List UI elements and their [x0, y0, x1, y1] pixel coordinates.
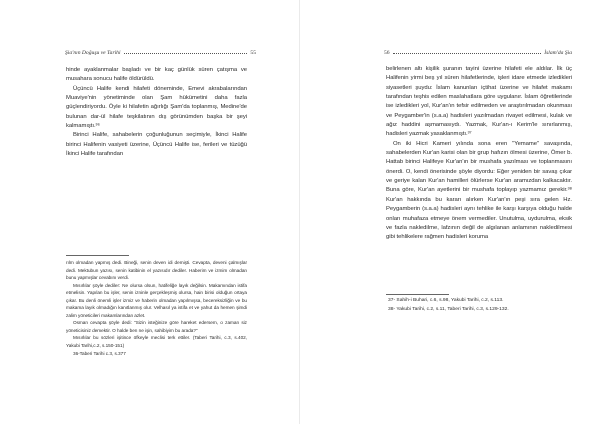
- left-paragraph-2: Üçüncü Halife kendi hilafeti döneminde, Emevi akrabalarından Muaviye'nin yönetiminde olan Şam hükümetini daha fazla güçlendiriyordu. Öyle ki hilafetin ağırlığı Şam'da toplanmış, Medine'de bulunan dar-ül hilafe teşkilatının dış görünümden başka bir şeyi kalmamıştı.³⁶: [66, 85, 247, 130]
- right-paragraph-2: On iki Hicri Kameri yılında sona eren "Yemame" savaşında, sahabelerden Kur'an karisi olan bir grup hafızın ölmesi üzerine, Ömer b. Hattab birinci Halifeye Kur'an'ın bir mushafa yazılması ve toplanmasını önerdi. O, kendi önerisinde şöyle diyordu: Eğer yeniden bir savaş çıkar ve geriye kalan Kur'an hamilleri ölürlerse Kur'an aramızdan kalkacaktır. Buna göre, Kur'an ayetlerini bir mushafa toplayıp yazmamız gerekir.³⁸ Kur'an hakkında bu kararı alırken Kur'an'ın peşi sıra gelen Hz. Peygamberin (s.a.a) hadisleri aynı tehlike ile karşı karşıya olduğu halde onları muhafaza etmeye önem vermediler. Unutulma, uydurulma, eksik ve fazla naklediIme, lafzının değil de algılanan anlamının naklediImesi gibi tehlikelere rağmen hadisleri koruma: [386, 140, 572, 241]
- right-page-number: 56: [384, 50, 390, 56]
- right-footnote-separator: [386, 294, 449, 295]
- left-page-header: [65, 44, 256, 56]
- right-paragraph-1: belirlenen altı kişilik şuranın tayini üzerine hilafeti ele aldılar. İlk üç Halifenin yirmi beş yıl süren hilafetlerinde, işleri idare etmede izledikleri siyasetleri şuydu: İslam kanunları içtihat üzerine ve hilafet makamı tarafından teşhis edilen maslahatlara göre uygulanır. İslam öğretilerinde ise izledikleri yol, Kur'an'ın tefsir edilmeden ve araştırılmadan okunması ve Peygamber'in (s.a.a) hadisleri yazılmadan rivayet edilmesi, kulak ve ağız haddini aşmamasıydı. Yazmak, Kur'an-ı Kerim'le sınırlanmış, hadisleri yazmak yasaklanmıştı.³⁷: [386, 66, 572, 138]
- left-paragraph-3: Birinci Halife, sahabelerin çoğunluğunun seçimiyle, İkinci Halife birinci Halifenin vasiyeti üzerine, Üçüncü Halife ise, ferileri ve tüzüğü İkinci Halife tarafından: [66, 132, 247, 158]
- right-header-dotted-leader: [393, 53, 542, 54]
- left-footnote-separator: [66, 255, 129, 256]
- left-footnote-2: Mısırlılar şöyle dediler: Ne olursa olsun, hatifeliğe layık değilsin. Makamından istifa etmelisin. Yapılan bu işler, senin izninle gerçekleşmiş olursa, hain birisi olduğun ortaya çıkar. Bu denli önemli işler izmiz ve haberin olmadan yapılmışsa, becereksizliğin ve bu makama layık olmadığın kanıtlanmış olur. Velhasıl ya istifa et ve yahut da hemen şimdi zalim yöneticileri makamlarından azlet.: [66, 282, 247, 318]
- right-footnote-2: 38- Yakubi Tarihi, c.2, s.11, Taberi Tarihi, c.3, s.129-132.: [388, 306, 509, 312]
- left-footnote-1: rılm olmadan yapmış dedi. Bineği, senin deven idi demişti. Cevapta, deveni çalmışlar dedi. Mektubun yazısı, senin katibinin el yazısıdır dediler. Haberim ve izmim olmadan bunu yapmışlar cevabını verdi.: [66, 260, 247, 281]
- left-header-dotted-leader: [124, 53, 248, 54]
- left-page-number: 55: [250, 50, 256, 56]
- right-footnotes: [388, 297, 571, 314]
- right-header-title: İslam'da Şia: [544, 50, 572, 56]
- left-footnote-3: Osman cevapta şöyle dedi: "Sizin isteğinize göre hareket edersem, o zaman siz yöneticisiniz demektir. O halde ben ne işin, sahibiyim bu arada?": [66, 320, 247, 333]
- right-page: [300, 0, 600, 424]
- left-footnote-5: 36-Taberi Tarihi c.3, s.377: [73, 350, 126, 356]
- right-page-header: [384, 44, 572, 56]
- left-header-title: Şia'nın Doğuşu ve Tarihi: [65, 50, 121, 56]
- left-body-text: [66, 66, 247, 159]
- left-footnotes: [66, 259, 247, 357]
- left-footnote-4: Mısırlılar bu sözleri işitince öfkeyle meclisi terk ettiler. (Taberi Tarihi, c.3, s.402, Yakubi Tarihi,c.2, s.150-151): [66, 335, 247, 349]
- right-footnote-1: 37- Sahih-i Buhari, c.6, s.98, Yakubi Tarihi, c.2, s.113.: [388, 298, 504, 303]
- left-paragraph-1: hinde ayaklanmalar başladı ve bir kaç günlük süren çatışma ve musahara sonucu halife öldürüldü.: [66, 67, 247, 83]
- right-body-text: [386, 65, 572, 243]
